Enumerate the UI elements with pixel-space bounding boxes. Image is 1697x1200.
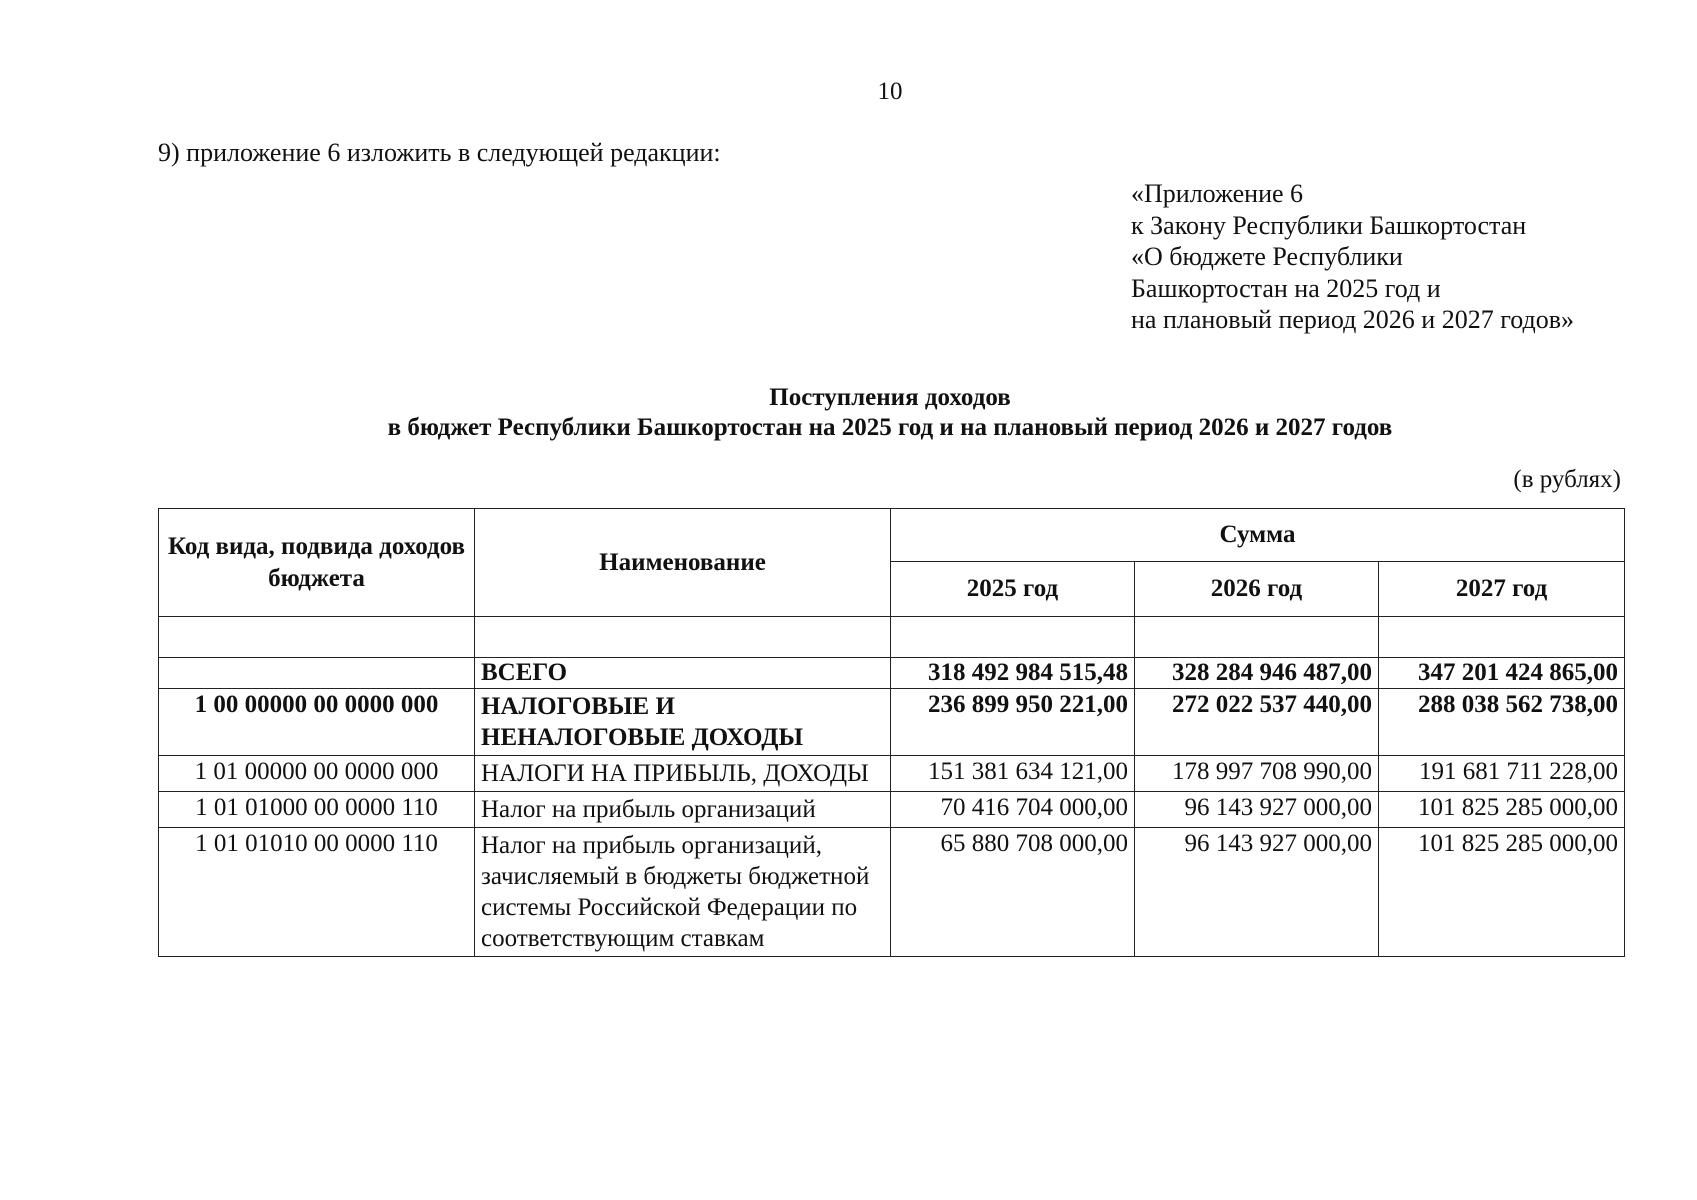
table-row: [159, 828, 1625, 957]
header-year-2026: 2026 год: [1135, 562, 1379, 617]
table-row: [159, 756, 1625, 792]
row-code: 1 00 00000 00 0000 000: [159, 689, 475, 756]
row-name: НАЛОГОВЫЕ И НЕНАЛОГОВЫЕ ДОХОДЫ: [475, 689, 891, 756]
document-title: Поступления доходов: [769, 384, 1011, 411]
header-year-2027: 2027 год: [1379, 562, 1625, 617]
row-amount-2027: 288 038 562 738,00: [1379, 689, 1625, 756]
row-name: НАЛОГИ НА ПРИБЫЛЬ, ДОХОДЫ: [475, 756, 891, 792]
appendix-ref-line: «О бюджете Республики: [1131, 242, 1403, 271]
table-row: [159, 689, 1625, 756]
row-amount-2027: 101 825 285 000,00: [1379, 828, 1625, 957]
row-amount-2025: 318 492 984 515,48: [891, 658, 1135, 689]
column-number: [159, 617, 475, 658]
appendix-ref-line: на плановый период 2026 и 2027 годов»: [1131, 305, 1574, 334]
row-amount-2025: 151 381 634 121,00: [891, 756, 1135, 792]
table-row: [159, 658, 1625, 689]
row-name: Налог на прибыль организаций, зачисляемый в бюджеты бюджетной системы Российской Федерации по соответствующим ставкам: [475, 828, 891, 957]
row-name: ВСЕГО: [475, 658, 891, 689]
row-code: 1 01 01000 00 0000 110: [159, 792, 475, 828]
document-subtitle: в бюджет Республики Башкортостан на 2025 год и на плановый период 2026 и 2027 годов: [387, 414, 1393, 441]
row-amount-2027: 347 201 424 865,00: [1379, 658, 1625, 689]
row-name: Налог на прибыль организаций: [475, 792, 891, 828]
row-amount-2025: 236 899 950 221,00: [891, 689, 1135, 756]
row-amount-2026: 178 997 708 990,00: [1135, 756, 1379, 792]
header-code: Код вида, подвида доходов бюджета: [159, 509, 475, 617]
row-code: [159, 658, 475, 689]
column-number: [891, 617, 1135, 658]
column-number: [1379, 617, 1625, 658]
row-code: 1 01 01010 00 0000 110: [159, 828, 475, 957]
units-note: (в рублях): [1513, 466, 1621, 493]
appendix-ref-line: «Приложение 6: [1131, 179, 1304, 208]
row-amount-2027: 191 681 711 228,00: [1379, 756, 1625, 792]
row-amount-2026: 96 143 927 000,00: [1135, 792, 1379, 828]
intro-text: 9) приложение 6 изложить в следующей редакции:: [158, 138, 721, 167]
header-sum: Сумма: [891, 509, 1625, 562]
column-number: [475, 617, 891, 658]
row-amount-2026: 328 284 946 487,00: [1135, 658, 1379, 689]
header-name: Наименование: [475, 509, 891, 617]
header-year-2025: 2025 год: [891, 562, 1135, 617]
row-code: 1 01 00000 00 0000 000: [159, 756, 475, 792]
page-number: 10: [877, 78, 903, 105]
appendix-ref-line: Башкортостан на 2025 год и: [1131, 273, 1441, 303]
appendix-reference: [1131, 178, 1574, 336]
row-amount-2025: 70 416 704 000,00: [891, 792, 1135, 828]
income-table: [158, 508, 1625, 957]
row-amount-2027: 101 825 285 000,00: [1379, 792, 1625, 828]
column-numbers-row: [159, 617, 1625, 658]
appendix-ref-line: к Закону Республики Башкортостан: [1131, 210, 1527, 240]
table-row: [159, 792, 1625, 828]
column-number: [1135, 617, 1379, 658]
row-amount-2026: 272 022 537 440,00: [1135, 689, 1379, 756]
row-amount-2025: 65 880 708 000,00: [891, 828, 1135, 957]
row-amount-2026: 96 143 927 000,00: [1135, 828, 1379, 957]
